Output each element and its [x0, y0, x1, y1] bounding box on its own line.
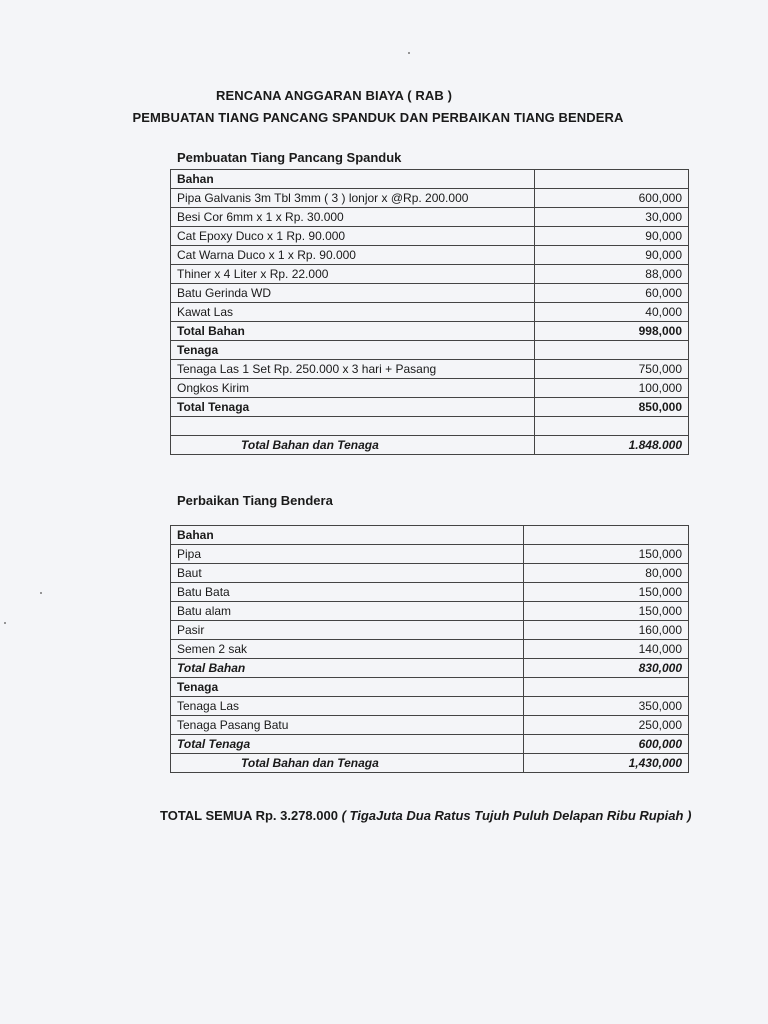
row-amount: 150,000 — [523, 583, 688, 602]
row-amount: 850,000 — [535, 398, 689, 417]
table-row — [171, 583, 689, 602]
section1-title: Pembuatan Tiang Pancang Spanduk — [177, 150, 402, 165]
row-amount: 90,000 — [535, 227, 689, 246]
table-row — [171, 170, 689, 189]
row-amount — [523, 678, 688, 697]
table-row — [171, 735, 689, 754]
table-row — [171, 436, 689, 455]
row-amount: 30,000 — [535, 208, 689, 227]
table-row — [171, 545, 689, 564]
row-amount: 150,000 — [523, 545, 688, 564]
row-amount: 60,000 — [535, 284, 689, 303]
table-row — [171, 526, 689, 545]
row-amount: 1,430,000 — [523, 754, 688, 773]
table-row — [171, 322, 689, 341]
row-description: Cat Epoxy Duco x 1 Rp. 90.000 — [171, 227, 535, 246]
scan-speck — [408, 52, 410, 54]
table-row — [171, 716, 689, 735]
table-row — [171, 697, 689, 716]
row-amount: 140,000 — [523, 640, 688, 659]
row-description: Tenaga — [171, 341, 535, 360]
row-amount: 160,000 — [523, 621, 688, 640]
row-description: Tenaga — [171, 678, 524, 697]
table-row — [171, 189, 689, 208]
row-description: Thiner x 4 Liter x Rp. 22.000 — [171, 265, 535, 284]
row-description: Semen 2 sak — [171, 640, 524, 659]
document-subtitle: PEMBUATAN TIANG PANCANG SPANDUK DAN PERBAIKAN TIANG BENDERA — [132, 110, 624, 125]
row-amount — [535, 417, 689, 436]
row-description: Batu alam — [171, 602, 524, 621]
row-amount: 80,000 — [523, 564, 688, 583]
table-row — [171, 265, 689, 284]
table-row — [171, 621, 689, 640]
row-description: Bahan — [171, 170, 535, 189]
table-row — [171, 398, 689, 417]
row-description: Ongkos Kirim — [171, 379, 535, 398]
row-description: Pipa Galvanis 3m Tbl 3mm ( 3 ) lonjor x @Rp. 200.000 — [171, 189, 535, 208]
section2-table — [170, 525, 689, 773]
row-description: Batu Gerinda WD — [171, 284, 535, 303]
table-row — [171, 360, 689, 379]
row-amount: 250,000 — [523, 716, 688, 735]
row-description: Tenaga Las — [171, 697, 524, 716]
row-amount: 1.848.000 — [535, 436, 689, 455]
section2-title: Perbaikan Tiang Bendera — [177, 493, 333, 508]
row-amount: 90,000 — [535, 246, 689, 265]
row-description: Besi Cor 6mm x 1 x Rp. 30.000 — [171, 208, 535, 227]
row-amount: 750,000 — [535, 360, 689, 379]
row-description: Pasir — [171, 621, 524, 640]
document-title: RENCANA ANGGARAN BIAYA ( RAB ) — [215, 88, 453, 103]
row-amount: 600,000 — [535, 189, 689, 208]
row-description: Pipa — [171, 545, 524, 564]
row-amount — [535, 170, 689, 189]
row-description: Total Tenaga — [171, 735, 524, 754]
table-row — [171, 284, 689, 303]
table-row — [171, 227, 689, 246]
row-description: Total Bahan — [171, 322, 535, 341]
table-row — [171, 564, 689, 583]
table-row — [171, 246, 689, 265]
grand-total — [160, 808, 691, 823]
row-amount: 600,000 — [523, 735, 688, 754]
table-row — [171, 379, 689, 398]
scan-speck — [4, 622, 6, 624]
row-amount — [535, 341, 689, 360]
row-description: Total Bahan dan Tenaga — [171, 754, 524, 773]
table-row — [171, 678, 689, 697]
table-row — [171, 303, 689, 322]
row-amount: 88,000 — [535, 265, 689, 284]
grand-total-note: ( TigaJuta Dua Ratus Tujuh Puluh Delapan Ribu Rupiah ) — [341, 808, 692, 823]
row-amount: 100,000 — [535, 379, 689, 398]
table-row — [171, 208, 689, 227]
section1-table — [170, 169, 689, 455]
row-description: Tenaga Las 1 Set Rp. 250.000 x 3 hari + Pasang — [171, 360, 535, 379]
table-row — [171, 341, 689, 360]
table-row — [171, 417, 689, 436]
table-row — [171, 602, 689, 621]
row-description: Total Bahan dan Tenaga — [171, 436, 535, 455]
row-amount: 150,000 — [523, 602, 688, 621]
row-description: Batu Bata — [171, 583, 524, 602]
grand-total-label: TOTAL SEMUA Rp. 3.278.000 — [160, 808, 338, 823]
row-description: Cat Warna Duco x 1 x Rp. 90.000 — [171, 246, 535, 265]
row-description: Bahan — [171, 526, 524, 545]
row-amount — [523, 526, 688, 545]
table-row — [171, 754, 689, 773]
scan-speck — [40, 592, 42, 594]
row-description — [171, 417, 535, 436]
row-amount: 350,000 — [523, 697, 688, 716]
row-description: Baut — [171, 564, 524, 583]
row-description: Total Bahan — [171, 659, 524, 678]
table-row — [171, 659, 689, 678]
row-amount: 830,000 — [523, 659, 688, 678]
row-description: Tenaga Pasang Batu — [171, 716, 524, 735]
row-amount: 998,000 — [535, 322, 689, 341]
row-description: Kawat Las — [171, 303, 535, 322]
table-row — [171, 640, 689, 659]
row-amount: 40,000 — [535, 303, 689, 322]
row-description: Total Tenaga — [171, 398, 535, 417]
